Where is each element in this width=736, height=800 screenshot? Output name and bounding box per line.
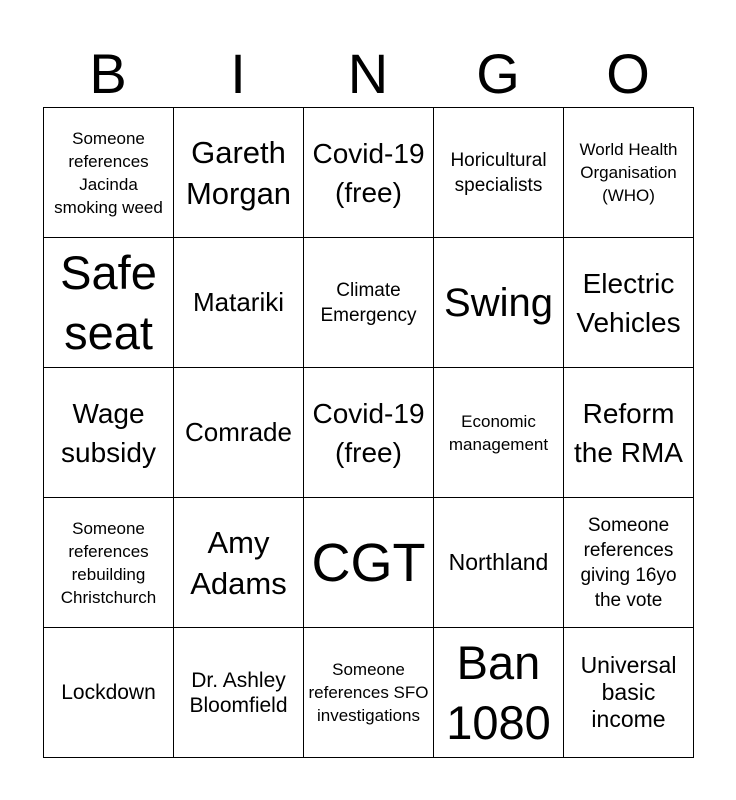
bingo-cell: CGT bbox=[304, 498, 434, 628]
bingo-cell: Universal basic income bbox=[564, 628, 694, 758]
bingo-cell: Safe seat bbox=[44, 238, 174, 368]
header-letter-i: I bbox=[230, 42, 246, 105]
bingo-cell: Ban 1080 bbox=[434, 628, 564, 758]
bingo-cell: Electric Vehicles bbox=[564, 238, 694, 368]
bingo-cell: Climate Emergency bbox=[304, 238, 434, 368]
bingo-cell: Covid-19 (free) bbox=[304, 108, 434, 238]
bingo-cell: Someone references giving 16yo the vote bbox=[564, 498, 694, 628]
bingo-row bbox=[44, 108, 694, 238]
bingo-cell: Gareth Morgan bbox=[174, 108, 304, 238]
bingo-row bbox=[44, 368, 694, 498]
bingo-cell: Covid-19 (free) bbox=[304, 368, 434, 498]
bingo-cell: Northland bbox=[434, 498, 564, 628]
bingo-cell: Reform the RMA bbox=[564, 368, 694, 498]
bingo-cell: Amy Adams bbox=[174, 498, 304, 628]
header-letter-b: B bbox=[89, 42, 127, 105]
bingo-cell: Horicultural specialists bbox=[434, 108, 564, 238]
bingo-row bbox=[44, 238, 694, 368]
bingo-header bbox=[43, 38, 693, 110]
bingo-cell: World Health Organisation (WHO) bbox=[564, 108, 694, 238]
bingo-cell: Economic management bbox=[434, 368, 564, 498]
bingo-cell: Wage subsidy bbox=[44, 368, 174, 498]
header-letter-n: N bbox=[347, 42, 389, 105]
bingo-cell: Dr. Ashley Bloomfield bbox=[174, 628, 304, 758]
bingo-cell: Someone references SFO investigations bbox=[304, 628, 434, 758]
bingo-row bbox=[44, 498, 694, 628]
bingo-cell: Lockdown bbox=[44, 628, 174, 758]
bingo-cell: Someone references Jacinda smoking weed bbox=[44, 108, 174, 238]
bingo-cell: Swing bbox=[434, 238, 564, 368]
bingo-cell: Comrade bbox=[174, 368, 304, 498]
header-letter-g: G bbox=[476, 42, 520, 105]
bingo-cell: Matariki bbox=[174, 238, 304, 368]
header-letter-o: O bbox=[606, 42, 650, 105]
bingo-row bbox=[44, 628, 694, 758]
bingo-grid bbox=[43, 107, 694, 758]
bingo-cell: Someone references rebuilding Christchurch bbox=[44, 498, 174, 628]
